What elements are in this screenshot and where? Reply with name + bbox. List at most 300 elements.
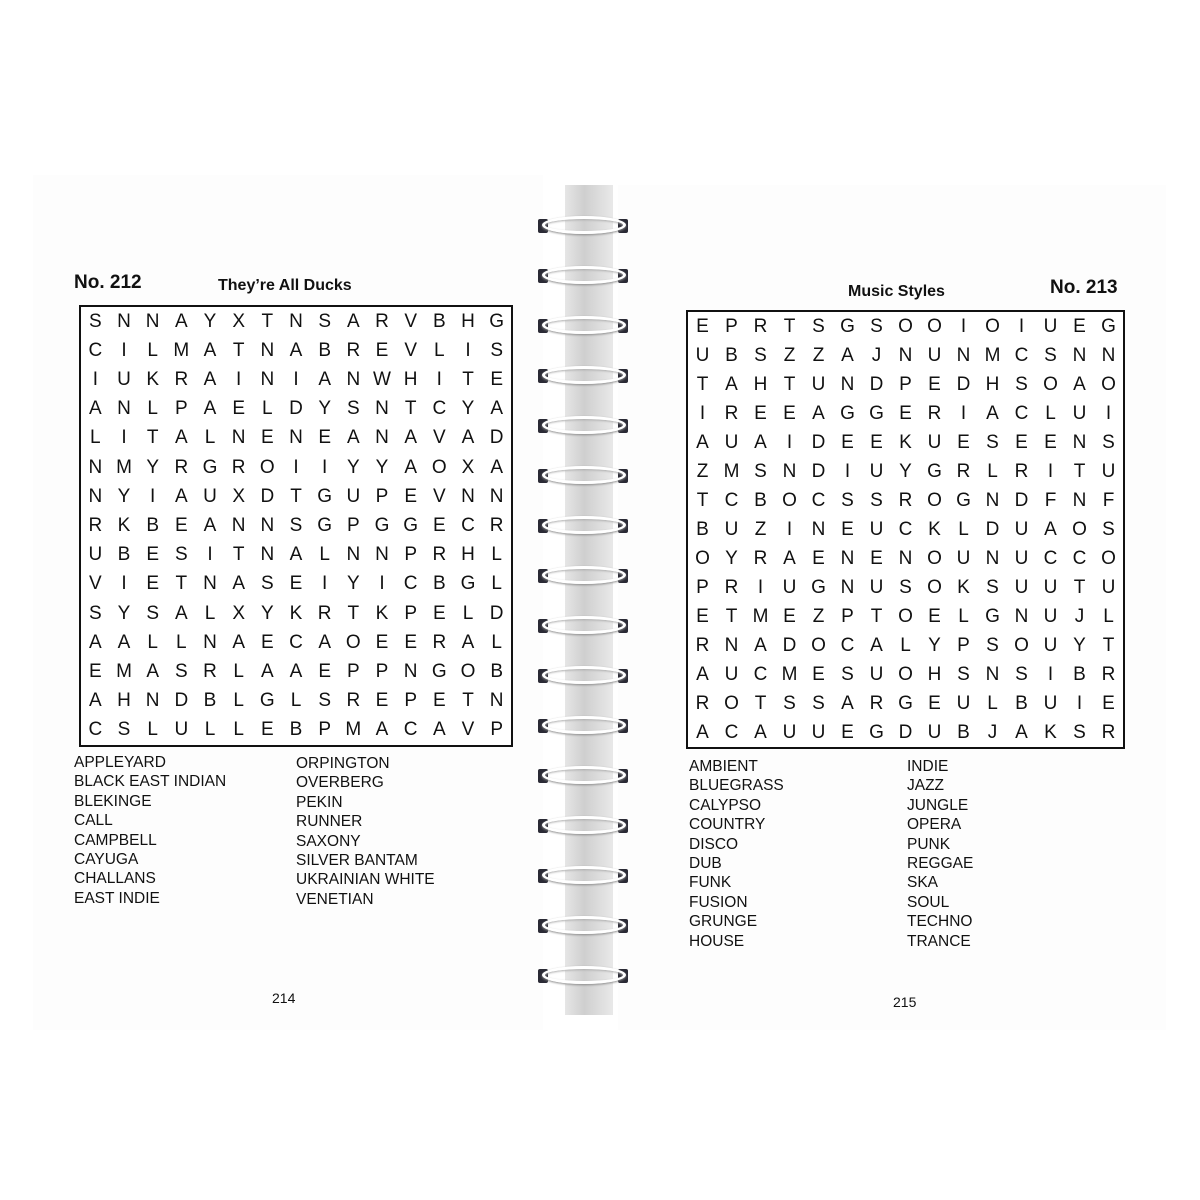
grid-letter: L [491, 631, 502, 653]
grid-letter: A [1044, 518, 1057, 540]
grid-letter: Y [346, 456, 360, 478]
grid-letter: A [404, 456, 417, 478]
grid-letter: M [116, 456, 132, 478]
grid-letter: U [869, 460, 884, 482]
grid-letter: H [753, 373, 768, 395]
grid-letter: G [202, 456, 218, 478]
grid-letter: N [231, 514, 246, 536]
grid-letter: P [696, 576, 709, 598]
word-list-item: FUSION [689, 893, 748, 911]
grid-letter: S [88, 310, 102, 332]
grid-letter: E [1102, 692, 1115, 714]
grid-letter: L [176, 631, 187, 653]
grid-letter: N [260, 368, 275, 390]
grid-letter: U [724, 518, 739, 540]
grid-letter: N [260, 514, 275, 536]
grid-letter: O [811, 634, 826, 656]
grid-letter: S [986, 634, 999, 656]
grid-letter: B [696, 518, 709, 540]
grid-letter: R [1101, 721, 1116, 743]
spiral-ring [536, 866, 632, 884]
word-list-item: OVERBERG [296, 774, 384, 792]
grid-letter: O [724, 692, 739, 714]
grid-letter: V [432, 427, 446, 449]
grid-letter: U [1101, 576, 1116, 598]
grid-letter: N [985, 663, 1000, 685]
grid-letter: S [346, 398, 360, 420]
grid-letter: T [462, 690, 474, 712]
word-list-left-col1 [74, 753, 226, 908]
grid-letter: E [841, 431, 854, 453]
word-list-right-col1 [689, 757, 784, 951]
grid-letter: U [927, 344, 942, 366]
grid-letter: N [375, 544, 389, 566]
grid-letter: A [289, 544, 303, 566]
grid-letter: L [233, 660, 244, 682]
grid-letter: G [811, 576, 826, 598]
grid-letter: T [261, 310, 274, 332]
grid-letter: O [259, 456, 275, 478]
grid-letter: M [116, 660, 132, 682]
wire-loop-icon [542, 466, 626, 484]
grid-letter: S [783, 692, 796, 714]
grid-letter: U [1101, 460, 1116, 482]
grid-letter: C [753, 663, 768, 685]
word-list-left-col2 [296, 754, 435, 909]
puzzle-number-left: No. 212 [74, 272, 142, 293]
grid-letter: B [432, 310, 446, 332]
word-list-item: EAST INDIE [74, 889, 160, 907]
word-list-item: BLACK EAST INDIAN [74, 773, 227, 791]
grid-letter: P [404, 602, 417, 624]
grid-letter: K [899, 431, 912, 453]
grid-letter: M [173, 339, 190, 361]
grid-letter: N [811, 518, 826, 540]
grid-letter: E [432, 602, 446, 624]
grid-letter: I [960, 402, 967, 424]
spiral-ring [536, 566, 632, 584]
grid-letter: B [289, 719, 303, 741]
grid-letter: E [375, 631, 389, 653]
grid-letter: C [1014, 344, 1029, 366]
grid-letter: L [491, 544, 502, 566]
grid-letter: T [696, 373, 709, 395]
grid-letter: N [117, 310, 131, 332]
grid-letter: U [782, 576, 797, 598]
grid-letter: G [985, 605, 1000, 627]
grid-letter: U [811, 373, 826, 395]
grid-letter: E [696, 605, 709, 627]
grid-letter: P [375, 485, 389, 507]
word-list-item: OPERA [907, 816, 962, 834]
spiral-ring [536, 416, 632, 434]
grid-letter: K [146, 368, 159, 390]
grid-letter: R [1101, 663, 1116, 685]
grid-letter: O [927, 547, 942, 569]
word-list-item: JUNGLE [907, 796, 969, 814]
spiral-ring [536, 766, 632, 784]
grid-letter: G [317, 514, 333, 536]
grid-letter: L [462, 602, 474, 624]
wire-loop-icon [542, 866, 626, 884]
grid-letter: Y [260, 602, 274, 624]
grid-letter: O [345, 631, 361, 653]
grid-letter: R [1014, 460, 1029, 482]
grid-letter: I [1047, 460, 1054, 482]
grid-letter: C [898, 518, 913, 540]
grid-letter: N [203, 631, 217, 653]
grid-letter: T [696, 489, 709, 511]
grid-letter: A [289, 660, 303, 682]
grid-letter: C [1072, 547, 1087, 569]
grid-letter: L [204, 427, 216, 449]
grid-letter: N [145, 310, 160, 332]
grid-letter: G [403, 514, 419, 536]
word-list-item: APPLEYARD [74, 754, 166, 771]
grid-letter: T [725, 605, 738, 627]
word-list-item: SOUL [907, 893, 950, 911]
grid-letter: C [289, 631, 303, 653]
wire-loop-icon [542, 766, 626, 784]
grid-letter: U [174, 719, 189, 741]
grid-letter: L [434, 339, 445, 361]
grid-letter: U [869, 576, 884, 598]
grid-letter: L [233, 719, 244, 741]
grid-letter: S [88, 602, 102, 624]
grid-letter: A [203, 514, 217, 536]
grid-letter: A [174, 310, 188, 332]
grid-letter: A [289, 339, 303, 361]
grid-letter: G [840, 315, 855, 337]
grid-letter: C [724, 721, 739, 743]
grid-letter: J [987, 721, 998, 743]
grid-letter: I [844, 460, 851, 482]
grid-letter: R [869, 692, 884, 714]
grid-letter: D [174, 690, 189, 712]
grid-letter: G [259, 690, 275, 712]
grid-letter: U [1043, 634, 1058, 656]
grid-letter: R [898, 489, 913, 511]
grid-letter: S [1015, 663, 1028, 685]
grid-letter: U [1072, 402, 1087, 424]
grid-letter: A [1073, 373, 1086, 395]
grid-letter: E [812, 547, 825, 569]
grid-letter: I [786, 518, 793, 540]
grid-letter: Y [928, 634, 941, 656]
grid-letter: S [1102, 518, 1115, 540]
grid-letter: S [260, 573, 274, 595]
grid-letter: E [841, 721, 854, 743]
grid-letter: K [928, 518, 941, 540]
grid-letter: E [375, 690, 389, 712]
spiral-ring [536, 716, 632, 734]
wire-loop-icon [542, 516, 626, 534]
grid-letter: A [841, 692, 854, 714]
grid-letter: L [987, 460, 998, 482]
word-list-item: CALYPSO [689, 796, 762, 814]
grid-letter: T [146, 427, 159, 449]
spiral-ring [536, 266, 632, 284]
word-list-item: BLEKINGE [74, 792, 152, 810]
grid-letter: D [1014, 489, 1029, 511]
grid-letter: O [431, 456, 447, 478]
grid-letter: G [898, 692, 913, 714]
grid-letter: A [725, 373, 738, 395]
grid-letter: I [92, 368, 98, 390]
grid-letter: C [811, 489, 826, 511]
grid-letter: A [232, 631, 245, 653]
grid-letter: A [404, 427, 417, 449]
grid-letter: I [1076, 692, 1083, 714]
word-list-item: PUNK [907, 835, 951, 853]
grid-letter: R [753, 315, 768, 337]
grid-letter: A [461, 631, 475, 653]
grid-letter: O [1043, 373, 1058, 395]
grid-letter: R [346, 339, 361, 361]
grid-letter: E [260, 631, 274, 653]
spiral-ring [536, 216, 632, 234]
grid-letter: T [347, 602, 360, 624]
grid-letter: U [203, 485, 217, 507]
word-list-item: BLUEGRASS [689, 777, 784, 795]
grid-letter: U [1014, 576, 1029, 598]
grid-letter: I [121, 339, 127, 361]
grid-letter: Y [146, 456, 159, 478]
grid-letter: L [319, 544, 330, 566]
grid-letter: E [318, 660, 331, 682]
grid-letter: G [956, 489, 971, 511]
grid-letter: S [870, 489, 883, 511]
grid-letter: A [870, 634, 883, 656]
word-list-item: SILVER BANTAM [296, 852, 418, 870]
grid-letter: X [232, 485, 245, 507]
word-list-item: FUNK [689, 874, 732, 892]
grid-letter: C [432, 398, 447, 420]
grid-letter: A [174, 485, 188, 507]
grid-letter: Y [203, 310, 217, 332]
grid-letter: A [318, 631, 331, 653]
grid-letter: O [927, 489, 942, 511]
grid-letter: P [957, 634, 970, 656]
grid-letter: R [695, 634, 710, 656]
grid-letter: R [346, 690, 361, 712]
grid-letter: S [174, 544, 188, 566]
grid-letter: R [317, 602, 332, 624]
grid-letter: G [840, 402, 855, 424]
puzzle-title-right: Music Styles [848, 283, 945, 300]
grid-letter: U [1043, 315, 1058, 337]
grid-letter: O [898, 605, 913, 627]
grid-letter: P [725, 315, 738, 337]
grid-letter: C [724, 489, 739, 511]
grid-letter: A [203, 398, 217, 420]
grid-letter: S [318, 690, 331, 712]
wire-loop-icon [542, 316, 626, 334]
grid-letter: I [786, 431, 793, 453]
grid-letter: M [345, 719, 362, 741]
grid-letter: U [782, 721, 797, 743]
grid-letter: D [985, 518, 1000, 540]
word-search-grid-right [686, 310, 1125, 749]
grid-letter: O [927, 576, 942, 598]
grid-letter: S [870, 315, 883, 337]
grid-letter: E [870, 431, 883, 453]
grid-letter: S [754, 460, 767, 482]
grid-letter: O [985, 315, 1000, 337]
grid-letter: R [927, 402, 942, 424]
spiral-binding-spine [565, 185, 613, 1015]
spiral-ring [536, 466, 632, 484]
grid-letter: S [318, 310, 331, 332]
grid-letter: H [927, 663, 942, 685]
grid-letter: E [490, 368, 503, 390]
grid-letter: N [1072, 431, 1087, 453]
grid-letter: X [232, 602, 245, 624]
grid-letter: H [403, 368, 418, 390]
grid-letter: U [1043, 605, 1058, 627]
grid-letter: A [203, 368, 217, 390]
grid-letter: I [960, 315, 967, 337]
grid-letter: I [322, 456, 328, 478]
wire-loop-icon [542, 266, 626, 284]
grid-letter: U [695, 344, 710, 366]
grid-letter: O [1101, 547, 1116, 569]
word-list-item: RUNNER [296, 813, 363, 831]
grid-letter: L [262, 398, 273, 420]
grid-letter: N [782, 460, 797, 482]
grid-letter: A [490, 398, 503, 420]
grid-letter: N [375, 398, 389, 420]
grid-letter: I [293, 456, 299, 478]
grid-letter: A [88, 631, 102, 653]
grid-letter: T [175, 573, 188, 595]
grid-letter: B [1073, 663, 1086, 685]
wire-loop-icon [542, 566, 626, 584]
grid-letter: G [431, 660, 447, 682]
grid-letter: Z [696, 460, 709, 482]
wire-loop-icon [542, 416, 626, 434]
grid-letter: R [432, 631, 447, 653]
grid-letter: A [696, 721, 709, 743]
grid-letter: S [957, 663, 970, 685]
grid-letter: E [928, 373, 941, 395]
grid-letter: A [174, 602, 188, 624]
grid-letter: N [724, 634, 739, 656]
grid-letter: N [489, 690, 504, 712]
grid-letter: T [232, 339, 245, 361]
grid-letter: C [403, 719, 418, 741]
page-number-right: 215 [893, 994, 917, 1010]
grid-letter: O [1101, 373, 1116, 395]
grid-letter: S [174, 660, 188, 682]
grid-letter: N [88, 456, 103, 478]
grid-letter: O [1014, 634, 1029, 656]
grid-letter: E [88, 660, 102, 682]
grid-letter: X [232, 310, 245, 332]
grid-letter: D [260, 485, 275, 507]
grid-letter: N [1101, 344, 1116, 366]
grid-letter: E [754, 402, 767, 424]
grid-letter: A [318, 368, 331, 390]
grid-letter: N [289, 310, 303, 332]
grid-letter: S [754, 344, 767, 366]
grid-letter: I [207, 544, 213, 566]
grid-letter: L [900, 634, 911, 656]
grid-letter: U [956, 547, 971, 569]
wire-loop-icon [542, 916, 626, 934]
wire-loop-icon [542, 966, 626, 984]
grid-letter: G [927, 460, 942, 482]
grid-letter: R [956, 460, 971, 482]
spiral-ring [536, 966, 632, 984]
grid-letter: E [404, 631, 417, 653]
grid-letter: O [898, 315, 913, 337]
grid-letter: A [432, 719, 446, 741]
word-list-item: AMBIENT [689, 758, 758, 775]
grid-letter: J [871, 344, 882, 366]
grid-letter: S [146, 602, 159, 624]
grid-letter: L [1103, 605, 1114, 627]
grid-letter: L [290, 690, 302, 712]
grid-letter: I [293, 368, 299, 390]
grid-letter: N [1072, 344, 1087, 366]
grid-letter: M [984, 344, 1001, 366]
grid-letter: C [88, 719, 103, 741]
word-list-item: COUNTRY [689, 816, 766, 834]
grid-letter: H [985, 373, 1000, 395]
grid-letter: F [1044, 489, 1057, 511]
grid-letter: S [812, 315, 825, 337]
grid-letter: N [203, 573, 217, 595]
grid-letter: P [404, 690, 417, 712]
grid-letter: U [869, 663, 884, 685]
grid-letter: I [436, 368, 442, 390]
grid-letter: Y [346, 573, 360, 595]
grid-letter: S [841, 663, 854, 685]
word-list-item: HOUSE [689, 932, 745, 950]
grid-letter: I [757, 576, 764, 598]
grid-letter: P [404, 544, 417, 566]
grid-letter: R [375, 310, 389, 332]
grid-letter: N [1014, 605, 1029, 627]
grid-letter: E [812, 663, 825, 685]
grid-letter: V [404, 339, 417, 361]
grid-letter: T [754, 692, 767, 714]
grid-letter: U [811, 721, 826, 743]
grid-letter: S [289, 514, 303, 536]
grid-letter: N [840, 547, 855, 569]
grid-letter: L [491, 573, 502, 595]
grid-letter: A [346, 427, 360, 449]
grid-letter: K [117, 514, 131, 536]
grid-letter: Y [117, 485, 131, 507]
grid-letter: H [461, 310, 475, 332]
grid-letter: I [121, 427, 127, 449]
grid-letter: L [147, 339, 158, 361]
spiral-ring [536, 666, 632, 684]
word-search-grid-left [79, 305, 513, 747]
grid-letter: C [88, 339, 103, 361]
grid-letter: E [1015, 431, 1028, 453]
grid-letter: D [782, 634, 797, 656]
grid-letter: P [346, 660, 360, 682]
grid-letter: E [696, 315, 709, 337]
grid-letter: N [985, 547, 1000, 569]
grid-letter: N [88, 485, 103, 507]
grid-letter: S [1044, 344, 1057, 366]
grid-letter: B [725, 344, 738, 366]
grid-letter: E [146, 573, 159, 595]
